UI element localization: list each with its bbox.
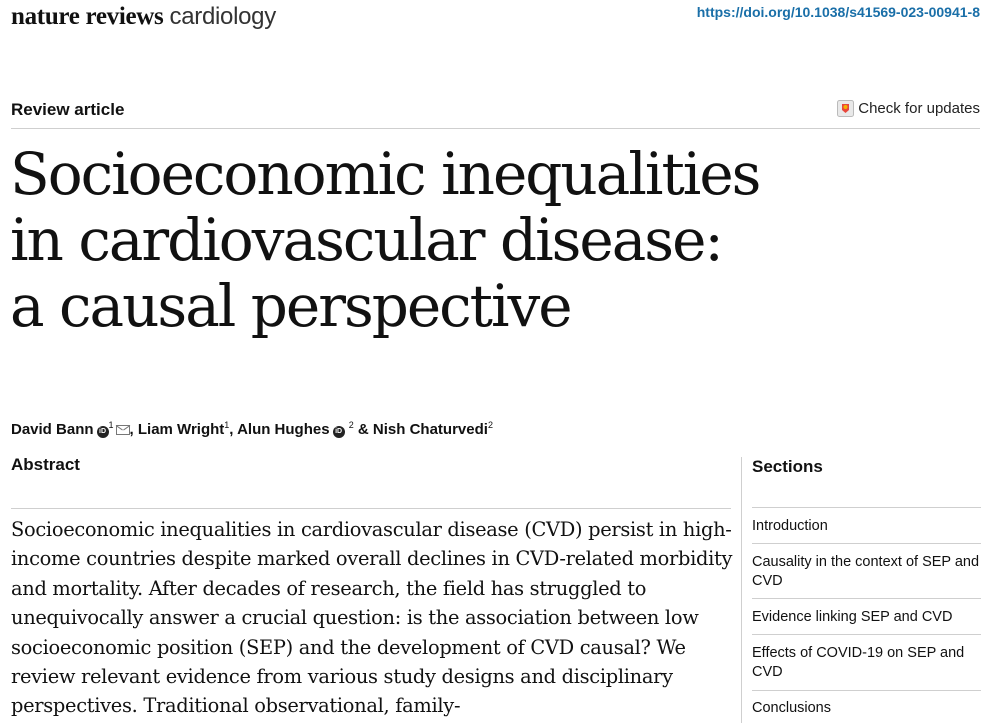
- affiliation-marker: 1: [108, 420, 114, 430]
- author-name[interactable]: Alun Hughes: [237, 421, 330, 438]
- check-for-updates-label: Check for updates: [858, 100, 980, 117]
- affiliation-marker: 2: [348, 420, 354, 430]
- journal-name-bold: nature reviews: [11, 3, 164, 30]
- sections-divider: [752, 634, 981, 635]
- affiliation-marker: 2: [487, 420, 493, 430]
- author-name[interactable]: Nish Chaturvedi: [372, 421, 488, 438]
- title-line-2: in cardiovascular disease:: [10, 206, 722, 274]
- sections-sidebar: [741, 457, 981, 723]
- article-type: Review article: [11, 100, 125, 119]
- check-for-updates-icon: [837, 100, 854, 117]
- author-name[interactable]: Liam Wright: [137, 421, 225, 438]
- doi-link[interactable]: https://doi.org/10.1038/s41569-023-00941-8: [696, 4, 980, 20]
- affiliation-marker: 1: [224, 420, 230, 430]
- header-divider: [11, 128, 980, 129]
- title-line-1: Socioeconomic inequalities: [10, 140, 760, 208]
- author-list: David Bann $iD^1$ , Liam Wright$^1$, Alun Hughes iD $^2$ & Nish Chaturvedi$^2$: [11, 420, 493, 438]
- journal-masthead: [11, 2, 276, 31]
- sections-heading: Sections: [752, 457, 823, 476]
- title-line-3: a causal perspective: [10, 272, 571, 340]
- abstract-heading: Abstract: [11, 455, 80, 474]
- section-link-introduction[interactable]: Introduction: [752, 518, 828, 534]
- abstract-divider: [11, 508, 731, 509]
- check-for-updates-button[interactable]: [837, 100, 980, 117]
- orcid-icon[interactable]: iD: [97, 426, 109, 438]
- journal-name-light: cardiology: [169, 3, 276, 30]
- sections-divider: [752, 690, 981, 691]
- sections-divider: [752, 507, 981, 508]
- email-icon[interactable]: [116, 425, 130, 435]
- abstract-text: Socioeconomic inequalities in cardiovascular disease (CVD) persist in high-income countries despite marked overall declines in CVD-related morbidity and mortality. After decades of research, the field has struggled to unequivocally answer a crucial question: is the association between low socioeconomic position (SEP) and the development of CVD causal? We review relevant evidence from various study designs and disciplinary perspectives. Traditional observational, family-: [11, 518, 733, 718]
- sections-divider: [752, 543, 981, 544]
- section-link-covid[interactable]: Effects of COVID-19 on SEP and CVD: [752, 645, 965, 680]
- section-link-causality[interactable]: Causality in the context of SEP and CVD: [752, 554, 980, 589]
- orcid-icon[interactable]: iD: [333, 426, 345, 438]
- article-title: [10, 141, 850, 339]
- section-link-conclusions[interactable]: Conclusions: [752, 700, 831, 716]
- sections-divider: [752, 598, 981, 599]
- author-name[interactable]: David Bann: [11, 421, 94, 438]
- section-link-evidence[interactable]: Evidence linking SEP and CVD: [752, 609, 953, 625]
